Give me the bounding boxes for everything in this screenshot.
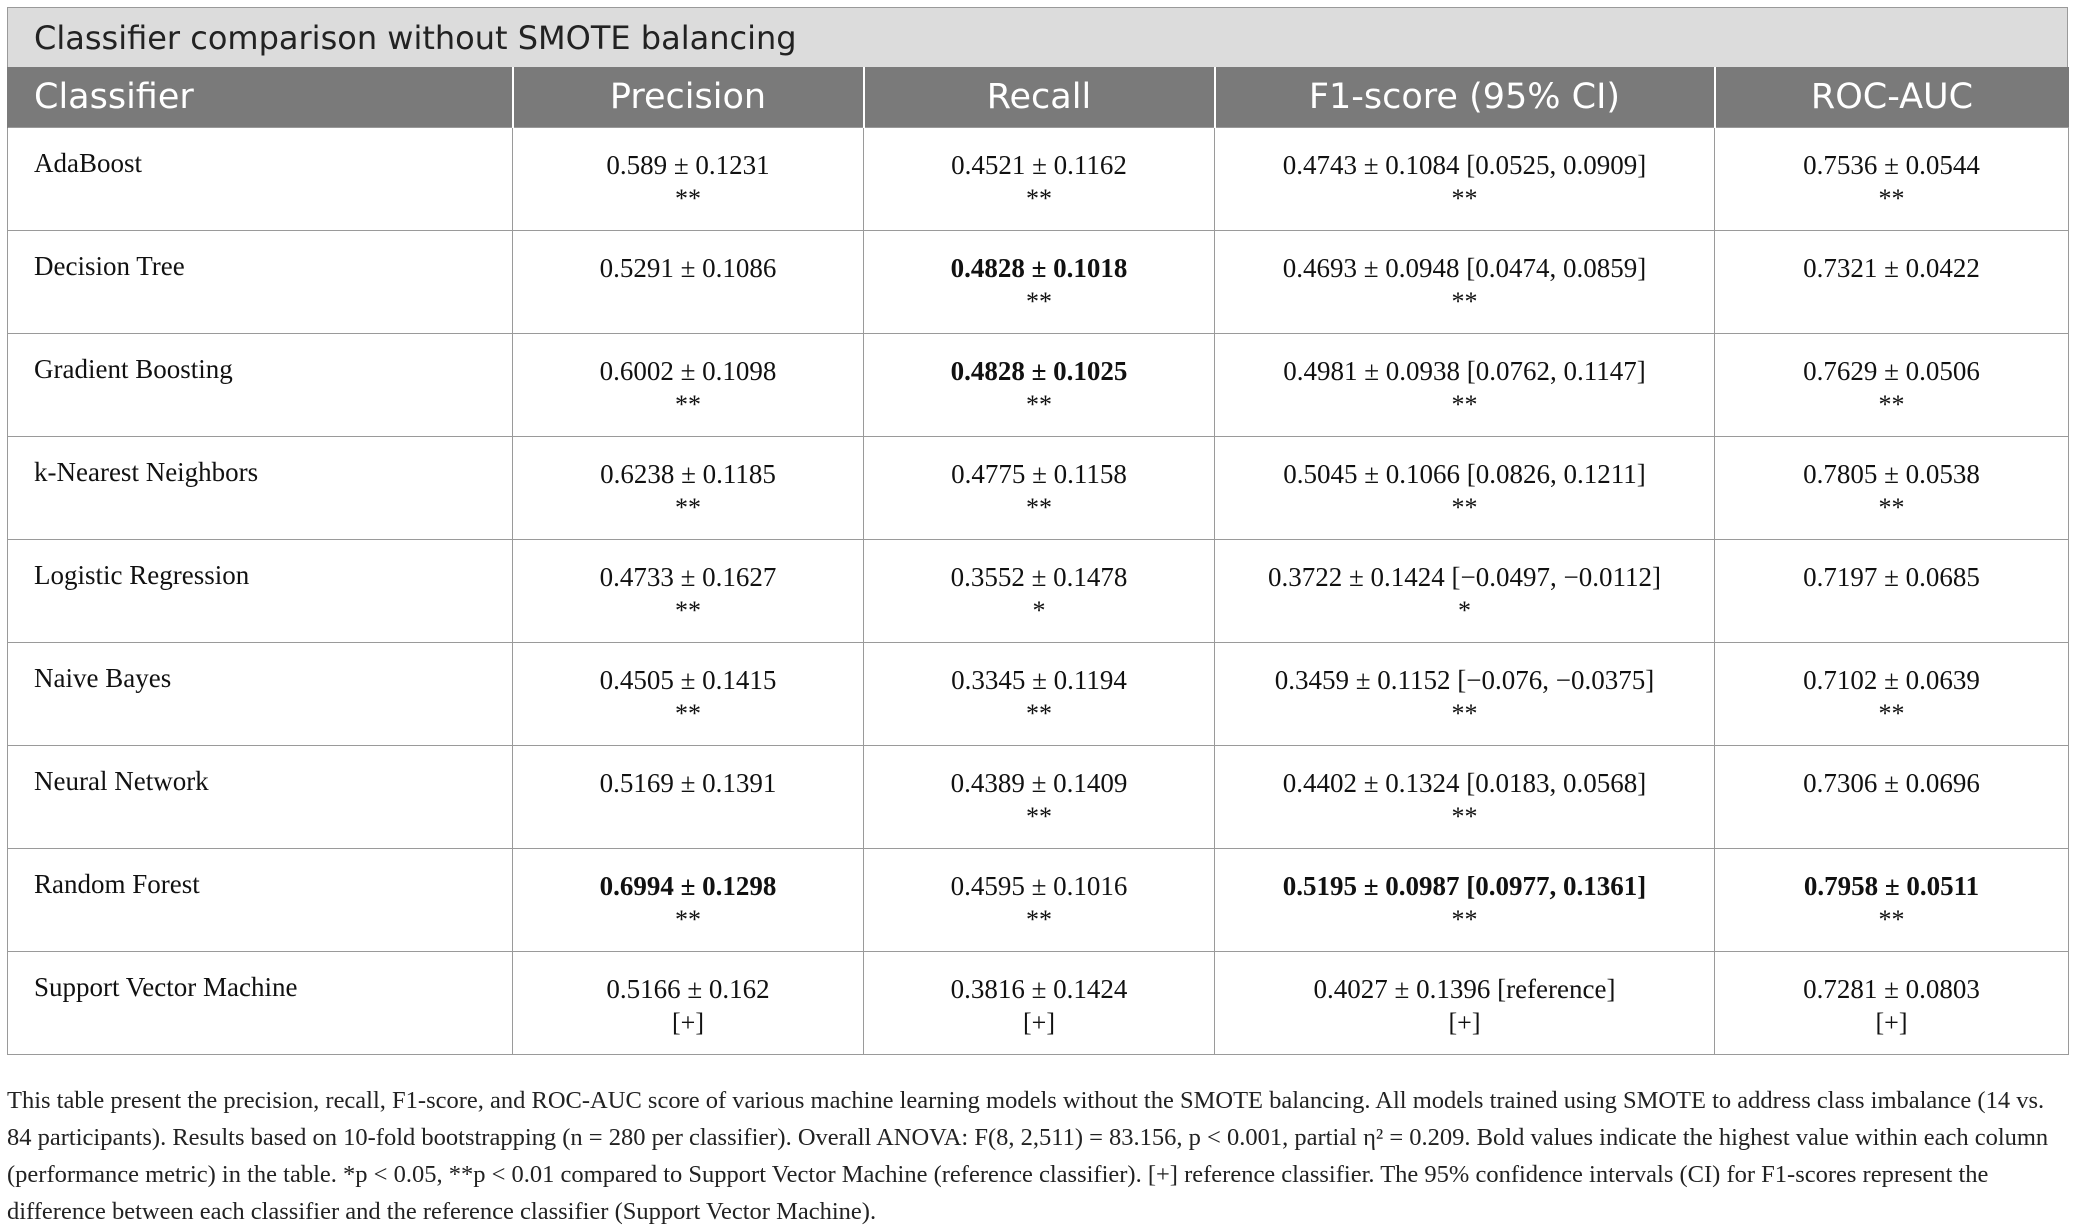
recall-cell <box>864 952 1215 1055</box>
table-row <box>8 128 2069 231</box>
precision-cell <box>513 746 864 849</box>
f1-score-cell <box>1215 540 1715 643</box>
significance-marker: ** <box>675 184 701 213</box>
recall-value: 0.4595 ± 0.1016 <box>950 871 1128 901</box>
classifier-name: Logistic Regression <box>8 540 513 643</box>
table-footnote <box>7 1082 2068 1230</box>
roc-auc-cell <box>1715 437 2069 540</box>
significance-marker: ** <box>1451 802 1478 831</box>
roc-auc-cell <box>1715 334 2069 437</box>
recall-cell <box>864 540 1215 643</box>
significance-marker: ** <box>675 596 701 625</box>
recall-value: 0.3345 ± 0.1194 <box>951 665 1127 695</box>
significance-marker: ** <box>1878 699 1905 728</box>
precision-cell <box>513 334 864 437</box>
significance-marker: ** <box>1026 905 1052 934</box>
significance-marker: ** <box>1026 390 1052 419</box>
precision-cell <box>513 952 864 1055</box>
header-roc-auc: ROC-AUC <box>1715 67 2069 128</box>
roc-auc-cell <box>1715 231 2069 334</box>
significance-marker: ** <box>675 699 701 728</box>
roc-auc-cell <box>1715 952 2069 1055</box>
precision-cell <box>513 540 864 643</box>
f1-score-cell <box>1215 746 1715 849</box>
significance-marker: [+] <box>1875 1008 1908 1037</box>
f1-score-cell <box>1215 231 1715 334</box>
recall-value: 0.4389 ± 0.1409 <box>950 768 1128 798</box>
recall-value: 0.4521 ± 0.1162 <box>951 150 1127 180</box>
table-title: Classifier comparison without SMOTE balancing <box>7 7 2068 67</box>
recall-cell <box>864 849 1215 952</box>
header-row <box>8 67 2069 128</box>
precision-cell <box>513 231 864 334</box>
significance-marker: [+] <box>1448 1008 1481 1037</box>
table-row <box>8 540 2069 643</box>
recall-cell <box>864 746 1215 849</box>
significance-marker: ** <box>1878 184 1905 213</box>
recall-cell <box>864 437 1215 540</box>
precision-value: 0.5166 ± 0.162 <box>606 974 770 1004</box>
f1-score-value: 0.5195 ± 0.0987 [0.0977, 0.1361] <box>1282 871 1647 901</box>
classifier-name: Gradient Boosting <box>8 334 513 437</box>
significance-marker: ** <box>1451 699 1478 728</box>
roc-auc-value: 0.7197 ± 0.0685 <box>1803 562 1980 592</box>
significance-marker: ** <box>675 493 701 522</box>
significance-marker: ** <box>1878 493 1905 522</box>
table-container <box>7 7 2068 1055</box>
f1-score-value: 0.4693 ± 0.0948 [0.0474, 0.0859] <box>1282 253 1647 283</box>
precision-value: 0.4505 ± 0.1415 <box>599 665 777 695</box>
precision-value: 0.589 ± 0.1231 <box>606 150 770 180</box>
roc-auc-cell <box>1715 849 2069 952</box>
classifier-name: Decision Tree <box>8 231 513 334</box>
recall-cell <box>864 643 1215 746</box>
classifier-name: AdaBoost <box>8 128 513 231</box>
f1-score-value: 0.4027 ± 0.1396 [reference] <box>1313 974 1616 1004</box>
significance-marker: ** <box>1451 905 1478 934</box>
significance-marker: ** <box>1878 390 1905 419</box>
recall-cell <box>864 231 1215 334</box>
roc-auc-value: 0.7102 ± 0.0639 <box>1803 665 1980 695</box>
f1-score-cell <box>1215 849 1715 952</box>
significance-marker: * <box>1032 596 1046 625</box>
significance-marker: ** <box>1026 493 1052 522</box>
table-row <box>8 334 2069 437</box>
significance-marker: ** <box>1451 493 1478 522</box>
recall-value: 0.3816 ± 0.1424 <box>950 974 1128 1004</box>
recall-cell <box>864 128 1215 231</box>
precision-value: 0.6238 ± 0.1185 <box>600 459 776 489</box>
recall-value: 0.4828 ± 0.1025 <box>950 356 1128 386</box>
recall-value: 0.3552 ± 0.1478 <box>950 562 1128 592</box>
f1-score-value: 0.4743 ± 0.1084 [0.0525, 0.0909] <box>1282 150 1647 180</box>
significance-marker: ** <box>1451 287 1478 316</box>
classifier-name: Naive Bayes <box>8 643 513 746</box>
roc-auc-cell <box>1715 746 2069 849</box>
significance-marker: ** <box>675 905 701 934</box>
table-row <box>8 849 2069 952</box>
classifier-name: Neural Network <box>8 746 513 849</box>
f1-score-value: 0.5045 ± 0.1066 [0.0826, 0.1211] <box>1283 459 1646 489</box>
significance-marker: ** <box>1026 699 1052 728</box>
classifier-name: Support Vector Machine <box>8 952 513 1055</box>
roc-auc-value: 0.7958 ± 0.0511 <box>1803 871 1980 901</box>
recall-value: 0.4775 ± 0.1158 <box>951 459 1127 489</box>
precision-value: 0.6994 ± 0.1298 <box>599 871 777 901</box>
roc-auc-value: 0.7281 ± 0.0803 <box>1803 974 1980 1004</box>
footnote-text: This table present the precision, recall, F1-score, and ROC-AUC score of various machine learning models without the SMOTE balancing. All models trained using SMOTE to address class imbalance (14 vs. 84 participants). Results based on 10-fold bootstrapping (n = 280 per classifier). Overall ANOVA: F(8, 2,511) = 83.156, p < 0.001, partial η² = 0.209. Bold values indicate the highest value within each column (performance metric) in the table. *p < 0.05, **p < 0.01 compared to Support Vector Machine (reference classifier). [+] reference classifier. The 95% confidence intervals (CI) for F1-scores represent the difference between each classifier and the reference classifier (Support Vector Machine). <box>7 1087 2049 1225</box>
f1-score-cell <box>1215 334 1715 437</box>
table-row <box>8 746 2069 849</box>
classifier-name: k-Nearest Neighbors <box>8 437 513 540</box>
roc-auc-value: 0.7321 ± 0.0422 <box>1803 253 1980 283</box>
significance-marker: * <box>1458 596 1471 625</box>
header-f1-score: F1-score (95% CI) <box>1215 67 1715 128</box>
header-classifier: Classifier <box>8 67 513 128</box>
table-row <box>8 231 2069 334</box>
header-recall: Recall <box>864 67 1215 128</box>
precision-value: 0.4733 ± 0.1627 <box>599 562 777 592</box>
significance-marker: [+] <box>672 1008 704 1037</box>
f1-score-cell <box>1215 437 1715 540</box>
roc-auc-cell <box>1715 128 2069 231</box>
classifier-name: Random Forest <box>8 849 513 952</box>
header-precision: Precision <box>513 67 864 128</box>
recall-value: 0.4828 ± 0.1018 <box>950 253 1128 283</box>
f1-score-cell <box>1215 952 1715 1055</box>
table-row <box>8 643 2069 746</box>
recall-cell <box>864 334 1215 437</box>
precision-value: 0.6002 ± 0.1098 <box>599 356 777 386</box>
roc-auc-value: 0.7805 ± 0.0538 <box>1803 459 1980 489</box>
roc-auc-value: 0.7536 ± 0.0544 <box>1803 150 1980 180</box>
roc-auc-cell <box>1715 643 2069 746</box>
precision-cell <box>513 128 864 231</box>
roc-auc-cell <box>1715 540 2069 643</box>
table-row <box>8 952 2069 1055</box>
f1-score-value: 0.4402 ± 0.1324 [0.0183, 0.0568] <box>1282 768 1647 798</box>
table-row <box>8 437 2069 540</box>
significance-marker: ** <box>1878 905 1905 934</box>
f1-score-cell <box>1215 128 1715 231</box>
roc-auc-value: 0.7629 ± 0.0506 <box>1803 356 1980 386</box>
f1-score-cell <box>1215 643 1715 746</box>
f1-score-value: 0.3722 ± 0.1424 [−0.0497, −0.0112] <box>1267 562 1661 592</box>
significance-marker: [+] <box>1023 1008 1055 1037</box>
precision-cell <box>513 849 864 952</box>
significance-marker: ** <box>1451 184 1478 213</box>
significance-marker: ** <box>1026 287 1052 316</box>
precision-cell <box>513 437 864 540</box>
significance-marker: ** <box>1451 390 1478 419</box>
f1-score-value: 0.4981 ± 0.0938 [0.0762, 0.1147] <box>1283 356 1646 386</box>
f1-score-value: 0.3459 ± 0.1152 [−0.076, −0.0375] <box>1274 665 1655 695</box>
significance-marker: ** <box>1026 802 1052 831</box>
precision-value: 0.5169 ± 0.1391 <box>599 768 777 798</box>
precision-value: 0.5291 ± 0.1086 <box>599 253 777 283</box>
roc-auc-value: 0.7306 ± 0.0696 <box>1803 768 1980 798</box>
results-table <box>7 67 2069 1055</box>
precision-cell <box>513 643 864 746</box>
significance-marker: ** <box>1026 184 1052 213</box>
significance-marker: ** <box>675 390 701 419</box>
